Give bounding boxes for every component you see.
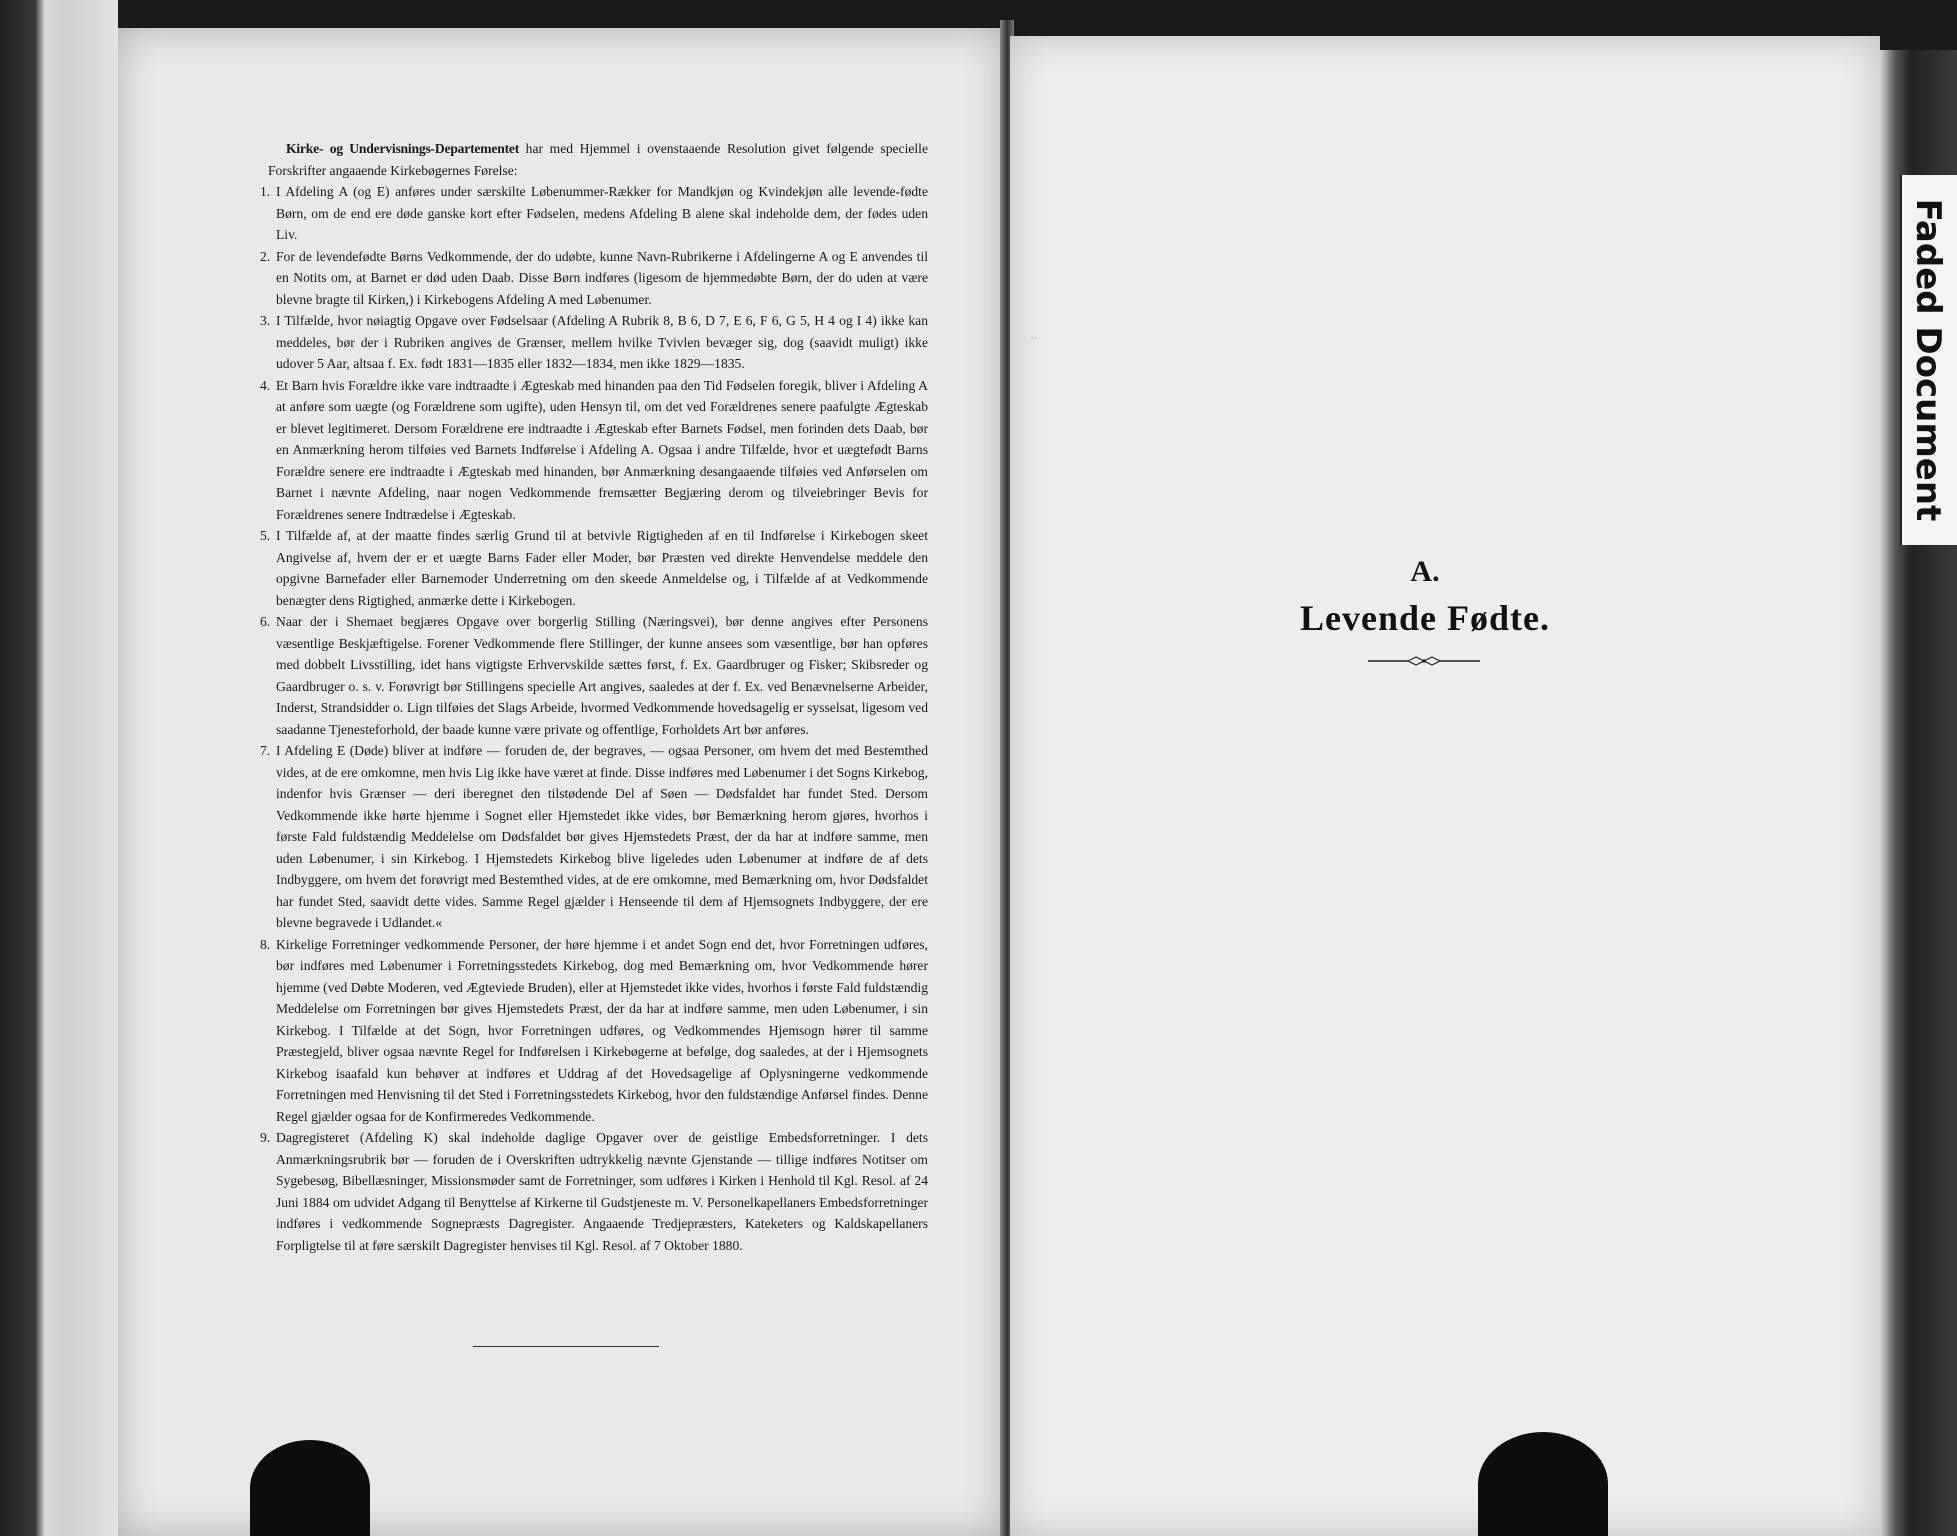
end-rule xyxy=(473,1346,659,1347)
item-number: 8. xyxy=(260,936,271,952)
section-letter: A. xyxy=(1410,555,1440,588)
side-tab-label: Faded Document xyxy=(1908,198,1948,522)
item-text: Naar der i Shemaet begjæres Opgave over borgerlig Stilling (Næringsvei), bør denne angives efter Personens væsentlige Beskjæftigelse. Forener Vedkommende flere Stillinger, der kunne ansees som væsentlige, bør han opføres med dobbelt Livsstilling, idet hans vigtigste Erhvervskilde sættes først, f. Ex. Gaardbruger og Fisker; Skibsreder og Gaardbruger o. s. v. Forøvrigt bør Stillingens specielle Art angives, saaledes at der f. Ex. ved Benævnelserne Arbeider, Inderst, Strandsidder o. Lign tilføies det Slags Arbeide, hvormed Vedkommende hovedsagelig er sysselsat, ligesom ved saadanne Tjenesteforhold, der baade kunne være private og offentlige, Forholdets Art bør anføres. xyxy=(276,614,928,737)
item-text: Kirkelige Forretninger vedkommende Personer, der høre hjemme i et andet Sogn end det, hvor Forretningen udføres, bør indføres med Løbenumer i Forretningsstedets Kirkebog, dog med Bemærkning om, hvor Vedkommende hører hjemme (ved Døbte Moderen, ved Ægteviede Bruden), eller at Hjemstedet ikke vides, hvorhos i første Fald fuldstændig Meddelelse om Forretningen bør gives Hjemstedets Præst, der da har at indføre samme, men uden Løbenumer, i sin Kirkebog. I Tilfælde at det Sogn, hvor Forretningen udføres, og Vedkommendes Hjemsogn hører til samme Præstegjeld, bliver ogsaa nævnte Regel for Indførelsen i Kirkebøgerne at befølge, dog saaledes, at der i Hjemsognets Kirkebog isaafald kun behøver at indføres et Uddrag af det Hovedsagelige af Oplysningerne vedkommende Forretningen med Henvisning til det Sted i Forretningsstedets Kirkebog, hvor den fuldstændige Anførsel findes. Denne Regel gjælder ogsaa for de Konfirmeredes Vedkommende. xyxy=(276,936,928,1124)
list-item xyxy=(260,525,928,611)
item-text: Et Barn hvis Forældre ikke vare indtraadte i Ægteskab med hinanden paa den Tid Fødselen foregik, bliver i Afdeling A at anføre som uægte (og Forældrene som ugifte), uden Hensyn til, om det ved Forældrenes senere paafulgte Ægteskab er blevet legitimeret. Dersom Forældrene ere indtraadte i Ægteskab efter Barnets Fødsel, men forinden dets Daab, bør en Anmærkning herom tilføies ved Barnets Indførelse i Afdeling A. Ogsaa i andre Tilfælde, hvor et uægtefødt Barns Forældre senere ere indtraadte i Ægteskab med hinanden, bør Anmærkning desangaaende tilføies ved Anførselen om Barnet i nævnte Afdeling, naar nogen Vedkommende fremsætter Begjæring derom og tilveiebringer Bevis for Forældrenes senere Indtrædelse i Ægteskab. xyxy=(276,377,928,522)
list-item xyxy=(260,611,928,740)
faint-handwriting: ~ xyxy=(1030,330,1038,345)
item-text: Dagregisteret (Afdeling K) skal indeholde daglige Opgaver over de geistlige Embedsforretninger. I dets Anmærkningsrubrik bør — foruden de i Overskriften udtrykkelig nævnte Gjenstande — tillige indføres Notitser om Sygebesøg, Bibellæsninger, Missionsmøder samt de Forretninger, som udføres i Kirken i Henhold til Kgl. Resol. af 24 Juni 1884 om udvidet Adgang til Benyttelse af Kirkerne til Gudstjeneste m. V. Personelkapellaners Embedsforretninger indføres i vedkommende Sognepræsts Dagregister. Angaaende Tredjepræsters, Kateketers og Kaldskapellaners Forpligtelse til at føre særskilt Dagregister henvises til Kgl. Resol. af 7 Oktober 1880. xyxy=(276,1130,928,1253)
item-number: 1. xyxy=(260,184,271,199)
list-item xyxy=(260,1127,928,1256)
item-number: 2. xyxy=(260,248,271,264)
intro-paragraph xyxy=(268,138,928,181)
section-title: Levende Fødte. xyxy=(1300,598,1550,638)
list-item xyxy=(260,310,928,375)
intro-lead: Kirke- og Undervisnings-Departementet xyxy=(286,141,520,156)
list-item xyxy=(260,375,928,526)
list-item xyxy=(260,246,928,311)
item-text: I Afdeling A (og E) anføres under særskilte Løbenummer-Rækker for Mandkjøn og Kvindekjøn alle levende-fødte Børn, om de end ere døde ganske kort efter Fødselen, medens Afdeling B alene skal indeholde dem, der fødes uden Liv. xyxy=(276,184,928,242)
item-number: 7. xyxy=(260,743,271,758)
item-number: 5. xyxy=(260,528,271,543)
item-number: 9. xyxy=(260,1130,271,1145)
right-page xyxy=(1010,36,1880,1536)
item-text: I Tilfælde af, at der maatte findes særlig Grund til at betvivle Rigtigheden af en til Indførelse i Kirkebogen skeet Angivelse af, hvem der er et uægte Barns Fader eller Moder, bør Præsten ved direkte Henvendelse meddele den opgivne Barnefader eller Barnemoder Underretning om den skeede Anmeldelse og, i Tilfælde af at Vedkommende benægter dens Rigtighed, anmærke dette i Kirkebogen. xyxy=(276,528,928,608)
ornament-divider xyxy=(1368,655,1480,667)
intro-rest: har med Hjemmel i ovenstaaende Resolution givet følgende specielle Forskrifter angaaende Kirkebøgernes Førelse: xyxy=(268,141,928,178)
regulations-text xyxy=(260,138,928,1256)
item-text: I Tilfælde, hvor nøiagtig Opgave over Fødselsaar (Afdeling A Rubrik 8, B 6, D 7, E 6, F 6, G 5, H 4 og I 4) ikke kan meddeles, bør der i Rubriken angives de Grænser, mellem hvilke Tvivlen bevæger sig, dog (saavidt muligt) ikke udover 5 Aar, altsaa f. Ex. født 1831—1835 eller 1832—1834, men ikke 1829—1835. xyxy=(276,313,928,371)
book-edge-left xyxy=(0,0,118,1536)
item-number: 4. xyxy=(260,377,271,393)
item-text: For de levendefødte Børns Vedkommende, der do udøbte, kunne Navn-Rubrikerne i Afdelingerne A og E anvendes til en Notits om, at Barnet er død uden Daab. Disse Børn indføres (ligesom de hjemmedøbte Børn, der do uden at være blevne bragte til Kirken,) i Kirkebogens Afdeling A med Løbenumer. xyxy=(276,248,928,307)
item-text: I Afdeling E (Døde) bliver at indføre — foruden de, der begraves, — ogsaa Personer, om hvem det med Bestemthed vides, at de ere omkomne, men hvis Lig ikke have været at finde. Disse indføres med Løbenumer i det Sogns Kirkebog, indenfor hvis Grænser — deri iberegnet den tilstødende Del af Søen — Dødsfaldet har fundet Sted. Dersom Vedkommende ikke hørte hjemme i Sognet eller Hjemstedet ikke vides, bør Bemærkning herom gjøres, hvorhos i første Fald fuldstændig Meddelelse om Dødsfaldet bør gives Hjemstedets Præst, der da har at indføre samme, men uden Løbenumer, i sin Kirkebog. I Hjemstedets Kirkebog blive ligeledes uden Løbenumer at indføre de af dets Indbyggere, om hvem det forøvrigt med Bestemthed vides, at de ere omkomne, med Bemærkning om, hvor Dødsfaldet har fundet Sted, saavidt dette vides. Samme Regel gjælder i Henseende til dem af Hjemsognets Indbyggere, der ere blevne begravede i Udlandet.« xyxy=(276,743,928,930)
list-item xyxy=(260,934,928,1128)
ink-blot-left xyxy=(250,1440,370,1536)
item-number: 6. xyxy=(260,614,271,629)
ink-blot-right xyxy=(1478,1432,1608,1536)
list-item xyxy=(260,740,928,934)
item-number: 3. xyxy=(260,313,271,328)
list-item xyxy=(260,181,928,246)
